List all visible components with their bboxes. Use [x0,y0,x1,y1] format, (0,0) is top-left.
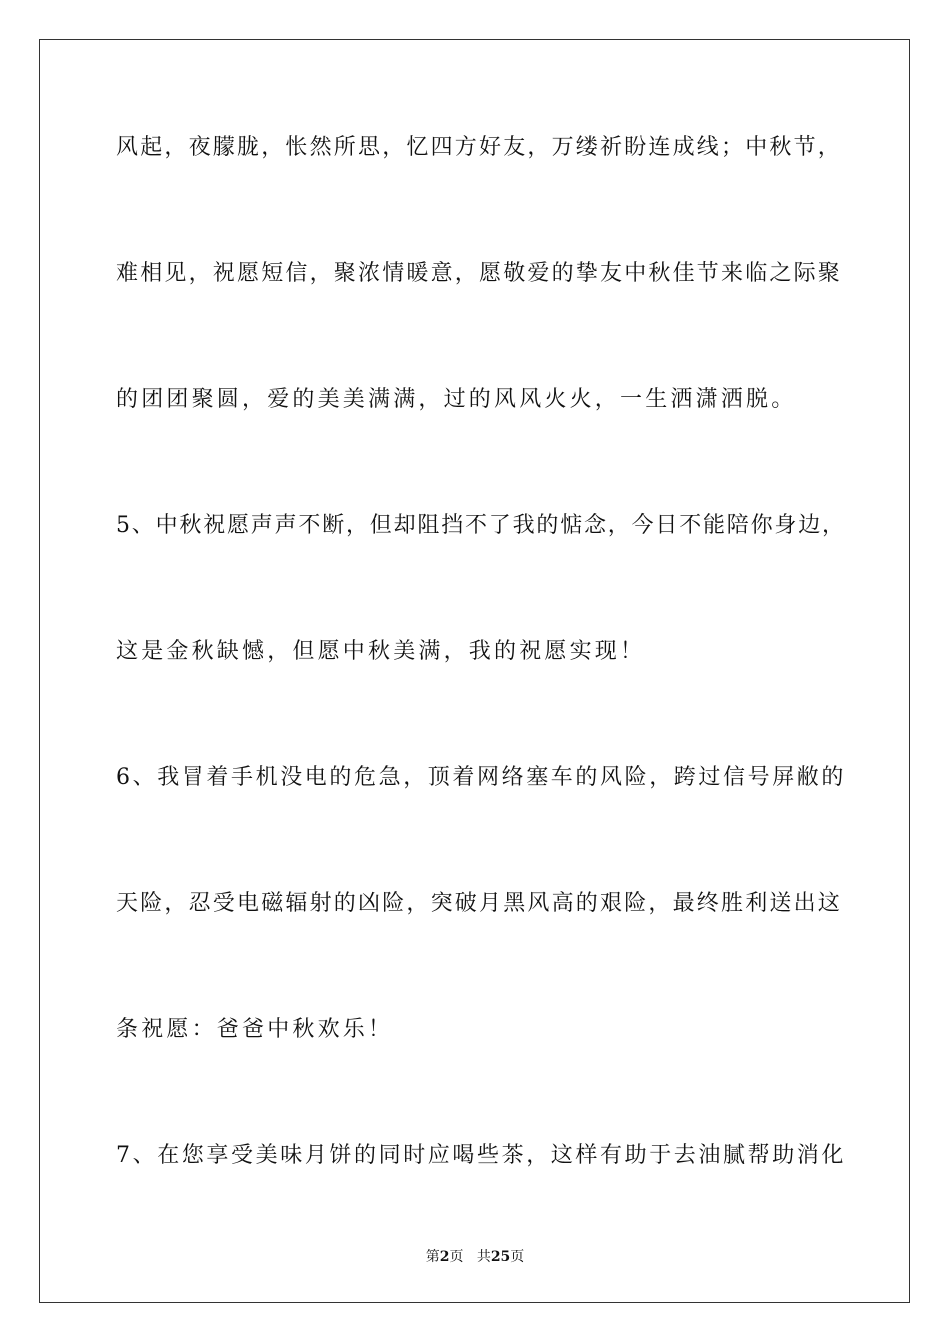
text-line-5: 这是金秋缺憾，但愿中秋美满，我的祝愿实现！ [116,639,646,664]
text-line-4: 5、中秋祝愿声声不断，但却阻挡不了我的惦念，今日不能陪你身边， [116,513,846,538]
text-line-3: 的团团聚圆，爱的美美满满，过的风风火火，一生洒潇洒脱。 [116,387,797,412]
page-prefix: 第 [425,1249,440,1265]
page-suffix: 页 [449,1249,464,1265]
text-line-8: 条祝愿：爸爸中秋欢乐！ [116,1017,394,1042]
text-line-2: 难相见，祝愿短信，聚浓情暖意，愿敬爱的挚友中秋佳节来临之际聚 [116,261,843,286]
page-border [39,39,910,1303]
text-line-6: 6、我冒着手机没电的危急，顶着网络塞车的风险，跨过信号屏敝的 [116,765,846,790]
total-suffix: 页 [510,1249,525,1265]
page-number: 2 [439,1249,450,1265]
text-line-7: 天险，忍受电磁辐射的凶险，突破月黑风高的艰险，最终胜利送出这 [116,891,843,916]
total-prefix: 共 [476,1249,491,1265]
text-line-9: 7、在您享受美味月饼的同时应喝些茶，这样有助于去油腻帮助消化 [116,1143,846,1168]
total-pages: 25 [490,1249,511,1265]
text-line-1: 风起，夜朦胧，怅然所思，忆四方好友，万缕祈盼连成线；中秋节， [116,135,843,160]
page-footer [0,1247,950,1267]
